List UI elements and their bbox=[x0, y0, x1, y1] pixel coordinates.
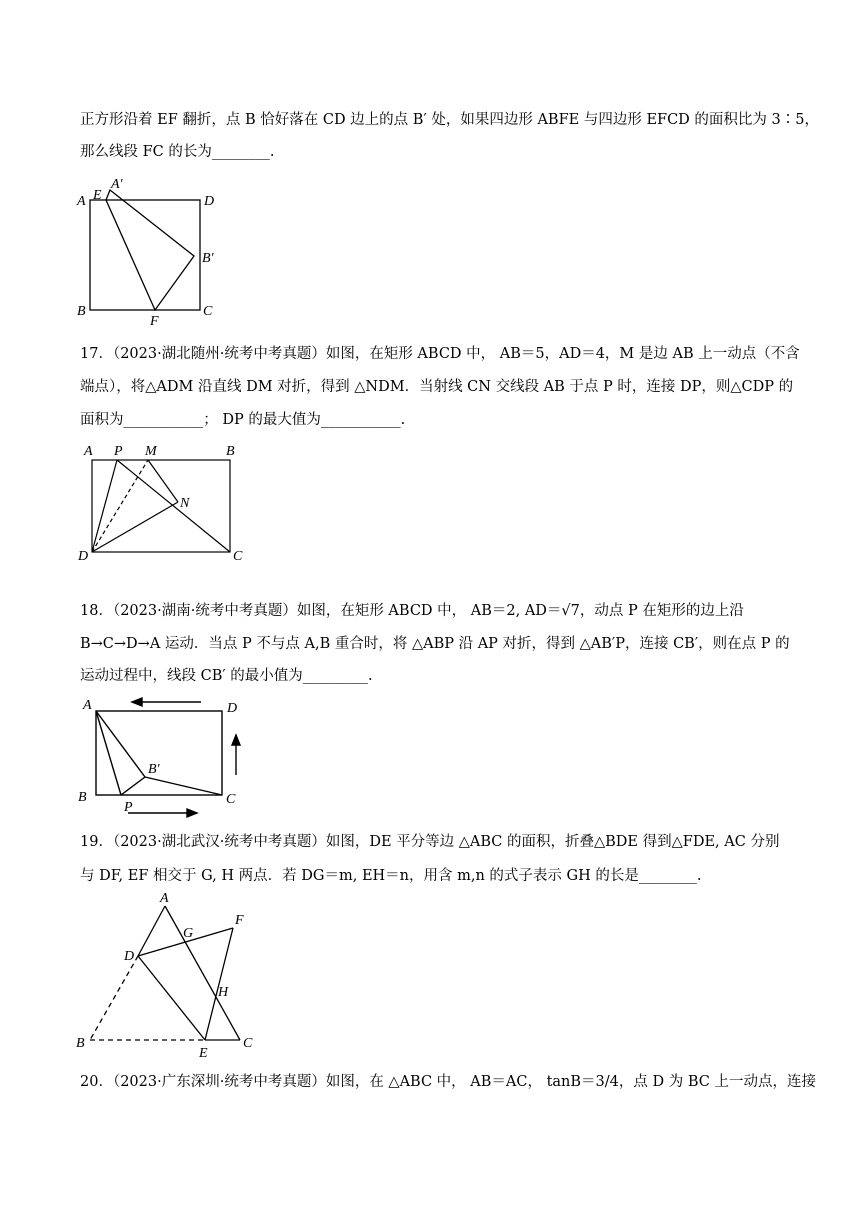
fig18-label-p: P bbox=[124, 800, 133, 815]
fig16-label-d: D bbox=[204, 194, 215, 209]
text-line-5: 面积为___________； DP 的最大值为___________. bbox=[80, 412, 406, 428]
fig18-label-b1: B′ bbox=[148, 762, 160, 777]
fig18-label-a: A bbox=[83, 698, 92, 713]
fig19-label-e: E bbox=[199, 1046, 208, 1061]
fig16-label-a: A bbox=[77, 194, 86, 209]
text-line-1: 正方形沿着 EF 翻折，点 B 恰好落在 CD 边上的点 B′ 处，如果四边形 ABFE 与四边形 EFCD 的面积比为 3∶5， bbox=[80, 112, 819, 128]
fig16-label-e: E bbox=[93, 188, 102, 203]
fig18-label-d: D bbox=[227, 701, 238, 716]
fig16-label-f: F bbox=[150, 314, 159, 329]
fig17-label-n: N bbox=[180, 496, 190, 511]
text-line-4: 端点），将△ADM 沿直线 DM 对折，得到 △NDM．当射线 CN 交线段 AB 于点 P 时，连接 DP，则△CDP 的 bbox=[80, 379, 794, 395]
text-line-9: 19．（2023·湖北武汉·统考中考真题）如图，DE 平分等边 △ABC 的面积，折叠△BDE 得到△FDE, AC 分别 bbox=[80, 834, 780, 850]
fig19-label-h: H bbox=[218, 985, 229, 1000]
fig17-label-c: C bbox=[233, 549, 243, 564]
fig18-label-b: B bbox=[78, 790, 87, 805]
fig16-label-c: C bbox=[203, 304, 213, 319]
fig17-label-p: P bbox=[114, 444, 123, 459]
fig19-label-d: D bbox=[124, 949, 135, 964]
text-line-3: 17．（2023·湖北随州·统考中考真题）如图，在矩形 ABCD 中， AB＝5，AD＝4，M 是边 AB 上一动点（不含 bbox=[80, 346, 800, 362]
text-line-10: 与 DF, EF 相交于 G, H 两点．若 DG＝m, EH＝n，用含 m,n 的式子表示 GH 的长是________. bbox=[80, 868, 702, 884]
fig17-label-a: A bbox=[84, 444, 93, 459]
fig16-label-b: B bbox=[77, 304, 86, 319]
fig19-label-a: A bbox=[160, 891, 169, 906]
fig19-label-f: F bbox=[235, 913, 244, 928]
fig16-label-b1: B′ bbox=[202, 251, 214, 266]
fig16-label-a1: A′ bbox=[111, 177, 123, 192]
text-line-6: 18．（2023·湖南·统考中考真题）如图，在矩形 ABCD 中， AB＝2, AD＝√7，动点 P 在矩形的边上沿 bbox=[80, 603, 744, 619]
text-line-2: 那么线段 FC 的长为________. bbox=[80, 144, 275, 160]
text-line-8: 运动过程中，线段 CB′ 的最小值为_________. bbox=[80, 668, 373, 684]
fig17-label-b: B bbox=[226, 444, 235, 459]
text-line-7: B→C→D→A 运动．当点 P 不与点 A,B 重合时，将 △ABP 沿 AP 对折，得到 △AB′P，连接 CB′，则在点 P 的 bbox=[80, 636, 790, 652]
fig17-label-m: M bbox=[145, 444, 157, 459]
fig17-label-d: D bbox=[78, 549, 89, 564]
text-line-11: 20．（2023·广东深圳·统考中考真题）如图，在 △ABC 中， AB＝AC， tanB＝3/4，点 D 为 BC 上一动点，连接 bbox=[80, 1074, 816, 1090]
fig19-label-c: C bbox=[243, 1036, 253, 1051]
fig19-label-g: G bbox=[183, 926, 194, 941]
fig19-label-b: B bbox=[76, 1036, 85, 1051]
fig18-label-c: C bbox=[226, 792, 236, 807]
